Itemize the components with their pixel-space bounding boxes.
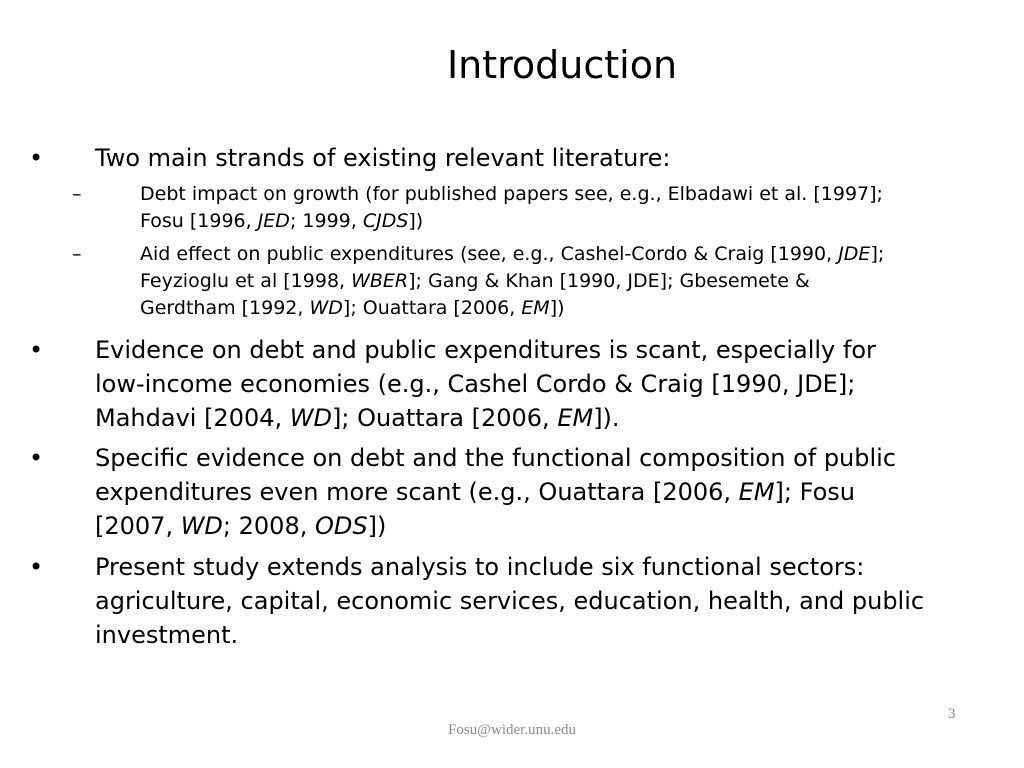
text-part: ]; Gang & Khan [1990, JDE]; Gbesemete & Gerdtham [1992, xyxy=(140,270,810,319)
journal-abbrev: CJDS xyxy=(362,210,409,232)
text-part: ]; Ouattara [2006, xyxy=(331,404,558,432)
text-part: ; 2008, xyxy=(222,512,315,540)
bullet-specific-evidence xyxy=(29,441,925,543)
bullet-text: Present study extends analysis to include six functional sectors: agriculture, capital, economic services, education, health, and public investment. xyxy=(95,553,925,649)
bullet-evidence-scant xyxy=(29,333,925,435)
text-part: Specific evidence on debt and the functional composition of public expenditures even more scant (e.g., Ouattara [2006, xyxy=(95,444,897,506)
bullet-marker: • xyxy=(29,444,44,472)
text-part: ; 1999, xyxy=(289,210,363,232)
bullet-marker: • xyxy=(29,336,44,364)
journal-abbrev: EM xyxy=(738,478,775,506)
journal-abbrev: WD xyxy=(289,404,332,432)
footer-email: Fosu@wider.unu.edu xyxy=(448,722,576,738)
bullet-marker: • xyxy=(29,553,44,581)
sub-bullet-debt-growth xyxy=(72,181,910,235)
journal-abbrev: ODS xyxy=(314,512,368,540)
text-part: ]; Feyzioglu et al [1998, xyxy=(140,243,885,292)
dash-marker: – xyxy=(72,243,82,265)
bullet-main-strands xyxy=(29,141,925,175)
page-number: 3 xyxy=(948,706,956,722)
text-part: Aid effect on public expenditures (see, e.g., Cashel-Cordo & Craig [1990, xyxy=(140,243,839,265)
bullet-text: Two main strands of existing relevant literature: xyxy=(95,144,671,172)
text-part: Evidence on debt and public expenditures is scant, especially for low-income economies (e.g., Cashel Cordo & Craig [1990, JDE]; Mahdavi [2004, xyxy=(95,336,876,432)
journal-abbrev: WBER xyxy=(351,270,409,292)
journal-abbrev: EM xyxy=(557,404,594,432)
journal-abbrev: WD xyxy=(309,297,343,319)
text-part: ]) xyxy=(367,512,387,540)
sub-bullet-aid-effect xyxy=(72,241,910,322)
text-part: ]; Fosu [2007, xyxy=(95,478,855,540)
bullet-present-study xyxy=(29,550,925,652)
text-part: ]). xyxy=(593,404,620,432)
text-part: Debt impact on growth (for published papers see, e.g., Elbadawi et al. [1997]; Fosu [1996, xyxy=(140,183,883,232)
dash-marker: – xyxy=(72,183,82,205)
journal-abbrev: JDE xyxy=(838,243,871,265)
text-part: ]) xyxy=(408,210,424,232)
journal-abbrev: JED xyxy=(257,210,290,232)
text-part: ]; Ouattara [2006, xyxy=(342,297,522,319)
text-part: ]) xyxy=(549,297,565,319)
slide-title: Introduction xyxy=(446,43,678,87)
journal-abbrev: EM xyxy=(521,297,550,319)
journal-abbrev: WD xyxy=(180,512,223,540)
bullet-marker: • xyxy=(29,144,44,172)
